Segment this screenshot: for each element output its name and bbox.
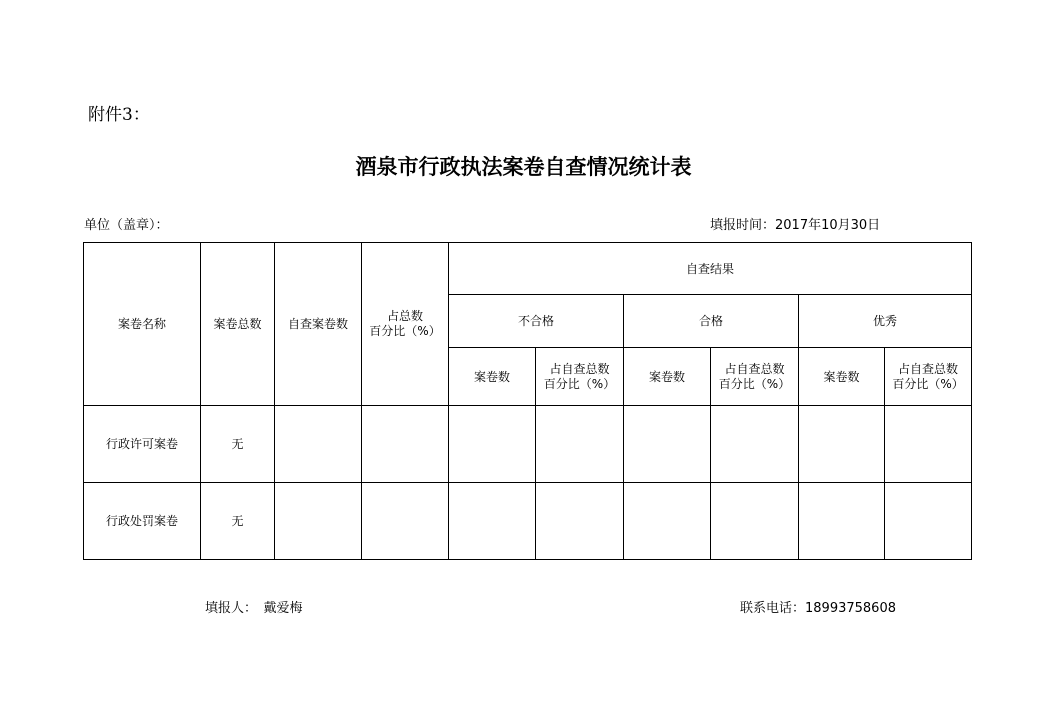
cell <box>885 483 972 560</box>
header-qualified: 合格 <box>624 295 799 348</box>
fill-date: 填报时间：2017年10月30日 <box>710 218 881 233</box>
cell <box>799 406 885 483</box>
header-pct-unqualified <box>536 348 624 406</box>
cell <box>449 483 536 560</box>
header-count-qualified: 案卷数 <box>624 348 711 406</box>
header-pct-line1: 占自查总数 <box>898 361 959 376</box>
attachment-label: 附件3： <box>88 105 150 125</box>
header-pct-excellent <box>885 348 972 406</box>
header-pct-qualified <box>711 348 799 406</box>
cell <box>536 483 624 560</box>
cell <box>624 483 711 560</box>
table-row <box>84 406 972 483</box>
row-name: 行政许可案卷 <box>84 406 201 483</box>
cell <box>711 406 799 483</box>
header-self-check: 自查案卷数 <box>275 243 362 406</box>
header-percent <box>362 243 449 406</box>
header-pct-line2: 百分比（%） <box>543 376 616 391</box>
page-title: 酒泉市行政执法案卷自查情况统计表 <box>355 154 692 179</box>
header-percent-line1: 占总数 <box>386 309 423 323</box>
header-name: 案卷名称 <box>84 243 201 406</box>
header-count-unqualified: 案卷数 <box>449 348 536 406</box>
row-name: 行政处罚案卷 <box>84 483 201 560</box>
row-total: 无 <box>201 406 275 483</box>
cell <box>449 406 536 483</box>
header-unqualified: 不合格 <box>449 295 624 348</box>
cell <box>275 483 362 560</box>
cell <box>885 406 972 483</box>
filler-name: 填报人： 戴爱梅 <box>205 601 303 616</box>
header-total: 案卷总数 <box>201 243 275 406</box>
header-percent-line2: 百分比（%） <box>369 324 441 338</box>
header-pct-line1: 占自查总数 <box>549 361 610 376</box>
header-pct-line2: 百分比（%） <box>718 376 791 391</box>
unit-label: 单位（盖章）： <box>84 218 169 233</box>
table-row <box>84 483 972 560</box>
cell <box>799 483 885 560</box>
header-pct-line2: 百分比（%） <box>892 376 964 391</box>
header-count-excellent: 案卷数 <box>799 348 885 406</box>
cell <box>536 406 624 483</box>
cell <box>275 406 362 483</box>
row-total: 无 <box>201 483 275 560</box>
statistics-table <box>83 242 972 560</box>
contact-phone: 联系电话：18993758608 <box>740 601 896 616</box>
cell <box>624 406 711 483</box>
cell <box>362 406 449 483</box>
header-pct-line1: 占自查总数 <box>724 361 785 376</box>
cell <box>362 483 449 560</box>
cell <box>711 483 799 560</box>
header-excellent: 优秀 <box>799 295 972 348</box>
header-result: 自查结果 <box>449 243 972 295</box>
